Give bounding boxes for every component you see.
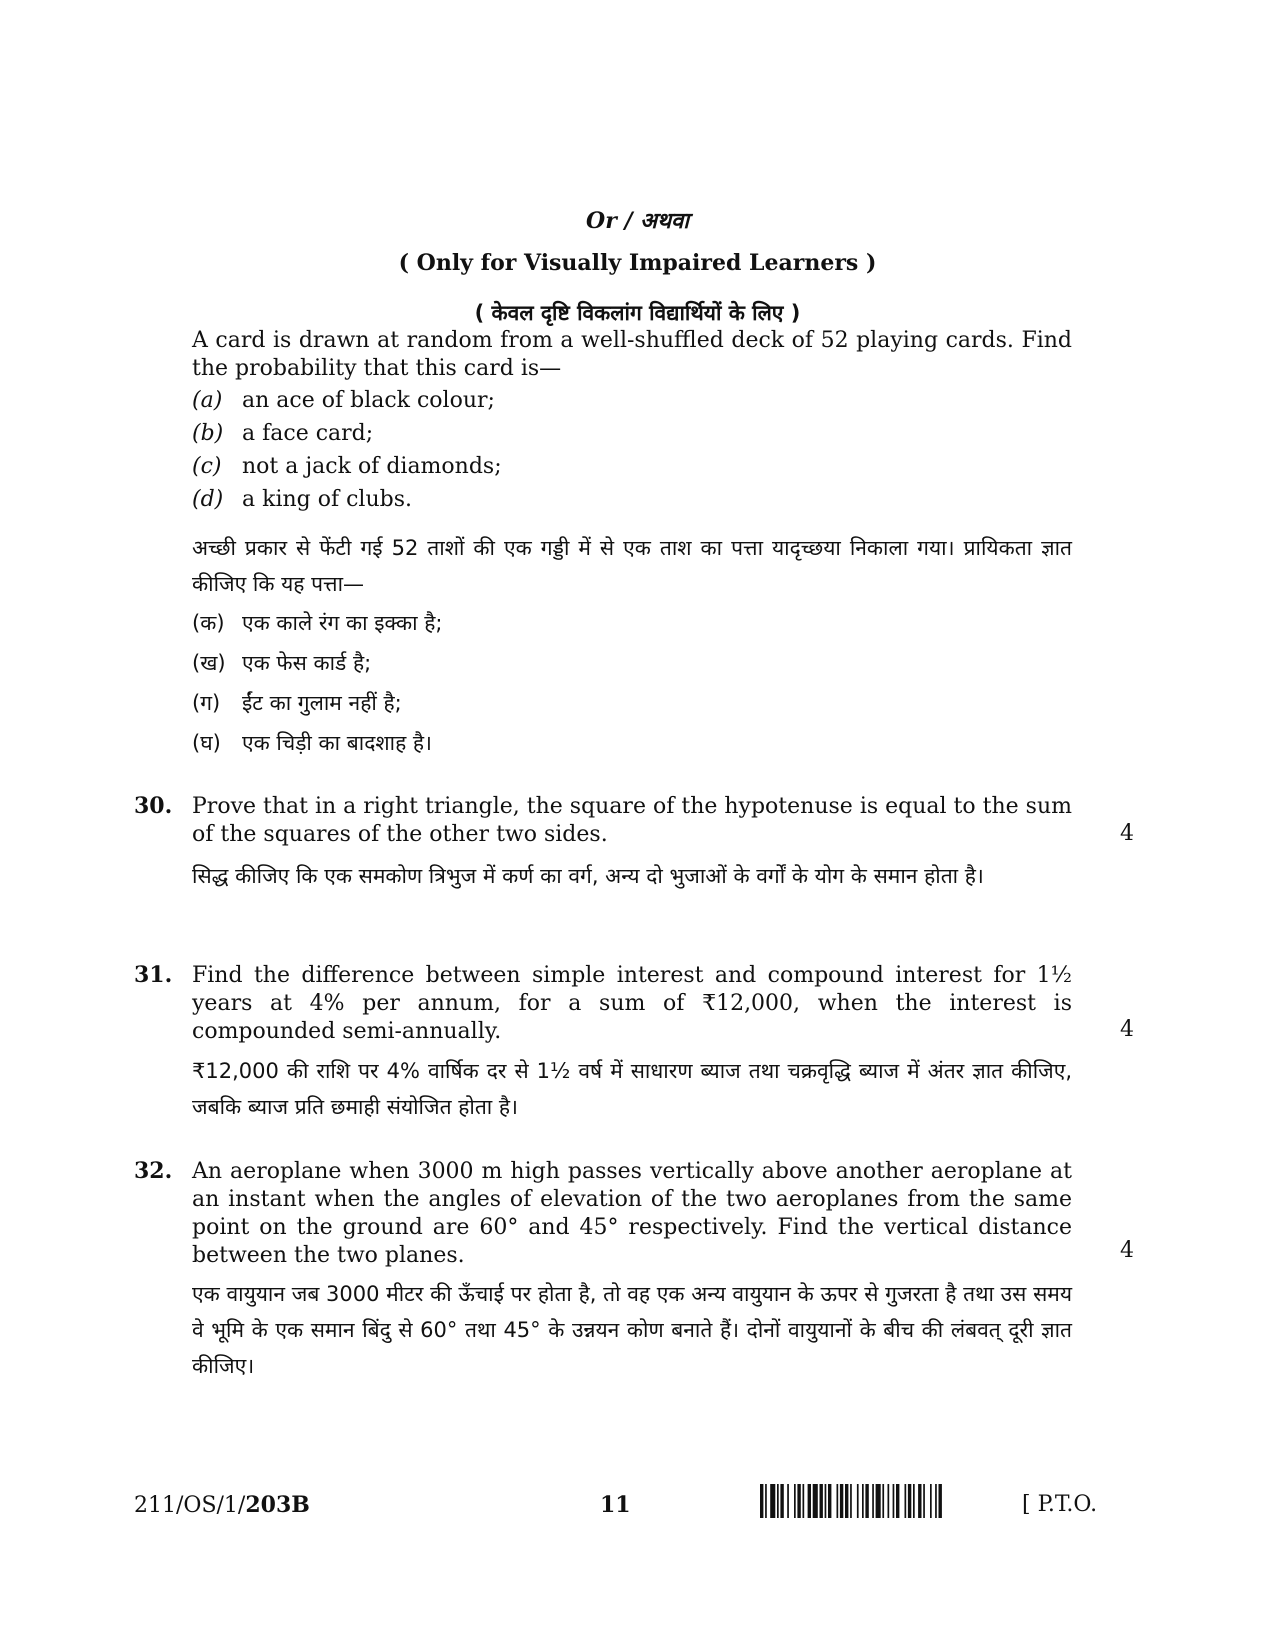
option-label: (घ) <box>192 731 221 755</box>
option-label: (a) <box>192 388 223 413</box>
paper-code-prefix: 211/OS/1/ <box>134 1493 246 1518</box>
q31-number: 31. <box>134 962 173 988</box>
option-label: (d) <box>192 487 224 512</box>
q32-text-english: An aeroplane when 3000 m high passes vertically above another aeroplane at an instant when the angles of elevation of the two aeroplanes from the same point on the ground are 60° and 45° respectively. Find the vertical distance between the two planes. <box>192 1159 1072 1268</box>
q29-option-gha <box>192 729 432 757</box>
option-text: एक काले रंग का इक्का है; <box>242 611 443 635</box>
paper-code-suffix: 203B <box>245 1492 310 1518</box>
or-separator: Or / अथवा <box>586 208 689 234</box>
option-text: a king of clubs. <box>242 487 412 512</box>
option-label: (c) <box>192 454 222 479</box>
q29-option-kha <box>192 649 371 677</box>
q32-marks: 4 <box>1120 1238 1134 1263</box>
q32-number: 32. <box>134 1158 173 1184</box>
q29-option-d <box>192 486 412 514</box>
barcode-icon <box>760 1484 1010 1518</box>
q31-text-english: Find the difference between simple interest and compound interest for 1½ years at 4% per annum, for a sum of ₹12,000, when the interest is compounded semi-annually. <box>192 963 1072 1044</box>
option-label: (ग) <box>192 691 221 715</box>
q31-text-hindi: ₹12,000 की राशि पर 4% वार्षिक दर से 1½ वर्ष में साधारण ब्याज तथा चक्रवृद्धि ब्याज में अंतर ज्ञात कीजिए, जबकि ब्याज प्रति छमाही संयोजित होता है। <box>192 1059 1072 1119</box>
option-label: (b) <box>192 421 224 446</box>
q30-number: 30. <box>134 793 173 819</box>
q29-option-b <box>192 420 373 448</box>
pto-label: [ P.T.O. <box>1022 1492 1098 1517</box>
option-text: ईंट का गुलाम नहीं है; <box>242 691 402 715</box>
q29-option-c <box>192 453 502 481</box>
option-label: (ख) <box>192 651 226 675</box>
option-text: एक चिड़ी का बादशाह है। <box>242 731 433 755</box>
q29-option-a <box>192 387 495 415</box>
vi-heading-hindi: ( केवल दृष्टि विकलांग विद्यार्थियों के लिए ) <box>474 301 801 325</box>
option-text: not a jack of diamonds; <box>242 454 502 479</box>
option-label: (क) <box>192 611 225 635</box>
paper-code <box>134 1492 310 1518</box>
q30-text-english: Prove that in a right triangle, the square of the hypotenuse is equal to the sum of the squares of the other two sides. <box>192 794 1072 847</box>
q29-option-ka <box>192 609 442 637</box>
q29-text-english: A card is drawn at random from a well-shuffled deck of 52 playing cards. Find the probability that this card is— <box>192 328 1072 381</box>
option-text: एक फेस कार्ड है; <box>242 651 372 675</box>
option-text: an ace of black colour; <box>242 388 495 413</box>
option-text: a face card; <box>242 421 374 446</box>
q31-marks: 4 <box>1120 1017 1134 1042</box>
page-number: 11 <box>600 1492 631 1518</box>
q32-text-hindi: एक वायुयान जब 3000 मीटर की ऊँचाई पर होता है, तो वह एक अन्य वायुयान के ऊपर से गुजरता है तथा उस समय वे भूमि के एक समान बिंदु से 60° तथा 45° के उन्नयन कोण बनाते हैं। दोनों वायुयानों के बीच की लंबवत् दूरी ज्ञात कीजिए। <box>192 1282 1072 1378</box>
vi-heading-english: ( Only for Visually Impaired Learners ) <box>398 250 877 276</box>
q29-text-hindi: अच्छी प्रकार से फेंटी गई 52 ताशों की एक गड्डी में से एक ताश का पत्ता यादृच्छया निकाला गया। प्रायिकता ज्ञात कीजिए कि यह पत्ता— <box>192 536 1072 596</box>
q30-text-hindi: सिद्ध कीजिए कि एक समकोण त्रिभुज में कर्ण का वर्ग, अन्य दो भुजाओं के वर्गों के योग के समान होता है। <box>192 864 984 888</box>
q29-option-ga <box>192 689 402 717</box>
q30-marks: 4 <box>1120 821 1134 846</box>
